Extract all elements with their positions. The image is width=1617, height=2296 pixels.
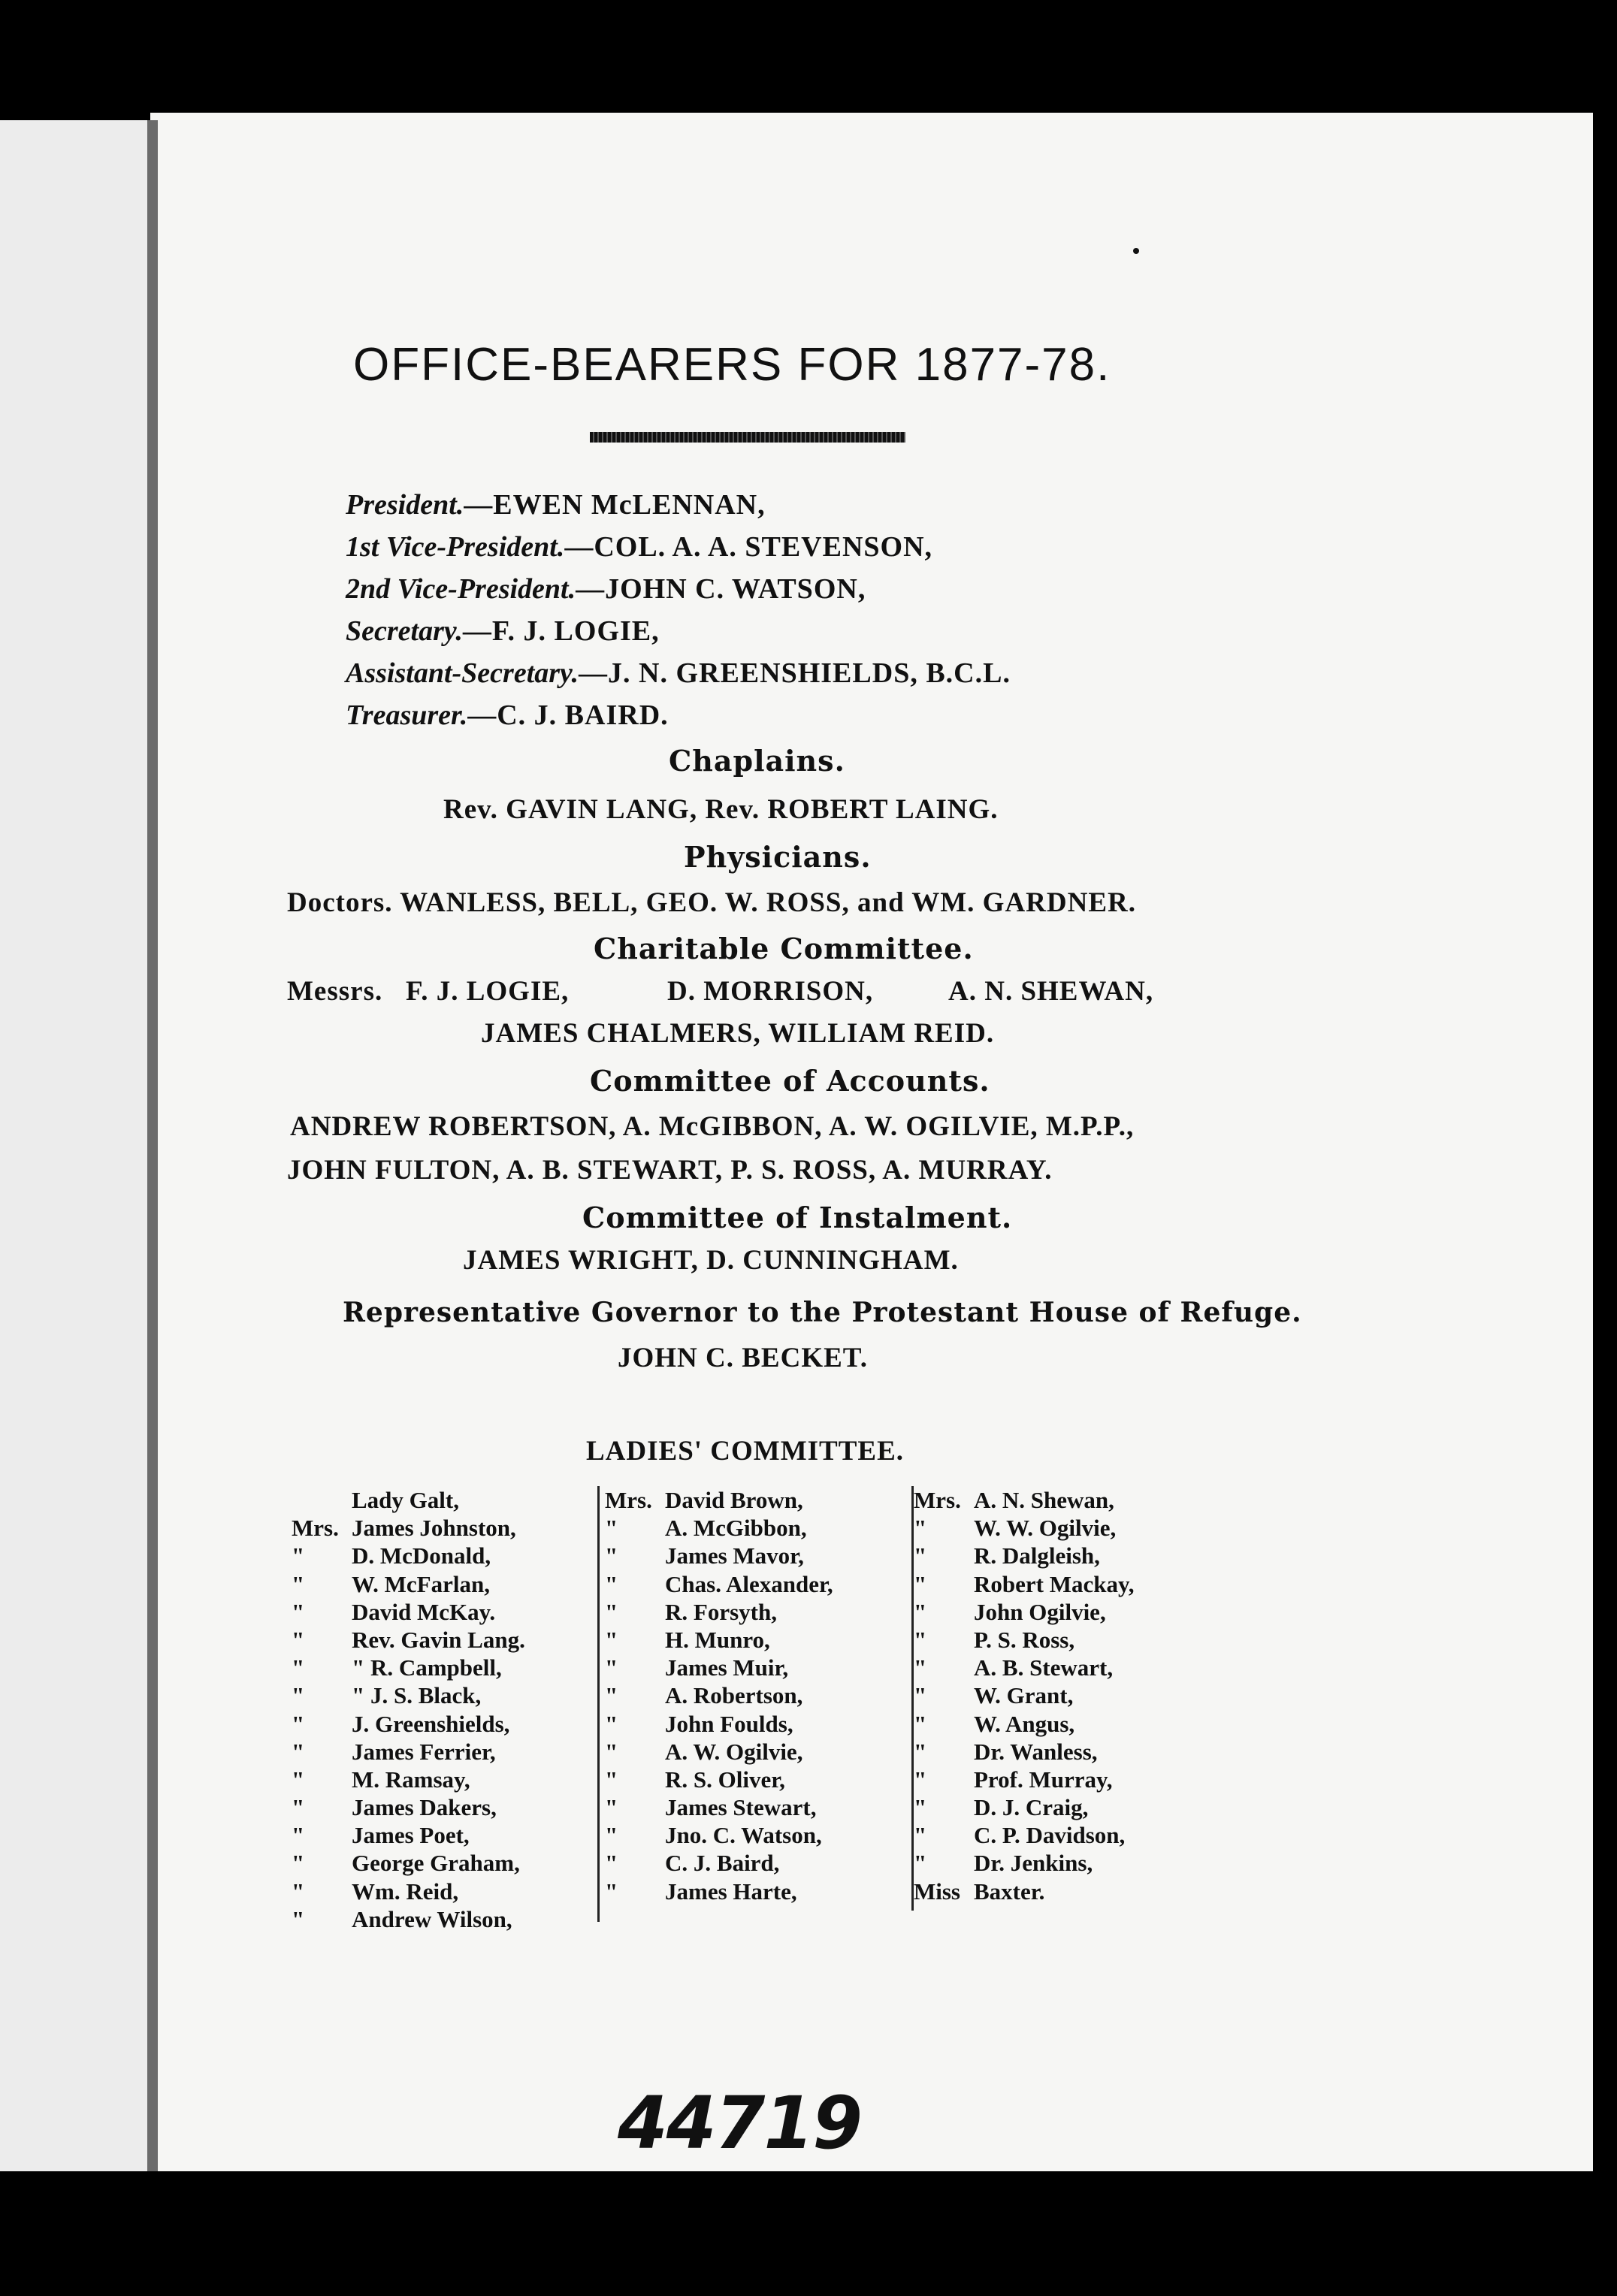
list-item: " R. Dalgleish, (914, 1542, 1100, 1569)
list-item: " A. W. Ogilvie, (605, 1738, 803, 1765)
list-item: " " R. Campbell, (292, 1654, 502, 1681)
physicians-line: Doctors. WANLESS, BELL, GEO. W. ROSS, and WM. GARDNER. (287, 887, 1136, 918)
charitable-name-3: A. N. SHEWAN, (948, 976, 1154, 1007)
list-item: " W. W. Ogilvie, (914, 1515, 1117, 1542)
instalment-line: JAMES WRIGHT, D. CUNNINGHAM. (463, 1245, 959, 1276)
list-item: " R. S. Oliver, (605, 1766, 785, 1793)
list-item: " M. Ramsay, (292, 1766, 470, 1793)
accounts-line-1: ANDREW ROBERTSON, A. McGIBBON, A. W. OGILVIE, M.P.P., (290, 1111, 1135, 1142)
list-item: " David McKay. (292, 1598, 496, 1625)
officer-secretary: Secretary.—F. J. LOGIE, (346, 615, 660, 647)
officer-second-vice-president: 2nd Vice-President.—JOHN C. WATSON, (346, 573, 866, 605)
physicians-heading: Physicians. (684, 840, 872, 874)
refuge-line: JOHN C. BECKET. (618, 1343, 868, 1373)
list-item: " " J. S. Black, (292, 1682, 482, 1709)
list-item: " Andrew Wilson, (292, 1905, 512, 1932)
charitable-line-2: JAMES CHALMERS, WILLIAM REID. (481, 1018, 995, 1049)
list-item: " Jno. C. Watson, (605, 1822, 822, 1849)
list-item: " Prof. Murray, (914, 1766, 1113, 1793)
list-item: " James Ferrier, (292, 1738, 496, 1765)
chaplains-line: Rev. GAVIN LANG, Rev. ROBERT LAING. (443, 794, 999, 825)
list-item: Miss Baxter. (914, 1878, 1045, 1905)
list-item: " C. P. Davidson, (914, 1822, 1126, 1849)
list-item: Mrs. David Brown, (605, 1487, 803, 1513)
officer-treasurer: Treasurer.—C. J. BAIRD. (346, 699, 669, 731)
list-item: " A. Robertson, (605, 1682, 803, 1709)
list-item: " James Mavor, (605, 1542, 804, 1569)
accounts-committee-heading: Committee of Accounts. (590, 1064, 990, 1098)
officer-assistant-secretary: Assistant-Secretary.—J. N. GREENSHIELDS, B.C.L. (346, 657, 1011, 689)
speck-mark (1133, 248, 1139, 254)
list-item: " James Stewart, (605, 1794, 817, 1821)
list-item: " James Poet, (292, 1822, 470, 1849)
list-item: " A. McGibbon, (605, 1515, 807, 1542)
instalment-committee-heading: Committee of Instalment. (582, 1201, 1013, 1234)
list-item: " Wm. Reid, (292, 1878, 459, 1905)
page-title: OFFICE-BEARERS FOR 1877-78. (353, 339, 1111, 391)
list-item: " James Harte, (605, 1878, 797, 1905)
ladies-column-2 (605, 1486, 905, 1905)
charitable-name-1: F. J. LOGIE, (406, 976, 570, 1007)
list-item: " D. J. Craig, (914, 1794, 1089, 1821)
list-item: " R. Forsyth, (605, 1598, 777, 1625)
accounts-line-2: JOHN FULTON, A. B. STEWART, P. S. ROSS, A. MURRAY. (287, 1155, 1053, 1186)
ladies-column-1 (292, 1486, 592, 1933)
list-item: " P. S. Ross, (914, 1626, 1075, 1653)
charitable-committee-heading: Charitable Committee. (594, 932, 974, 965)
list-item: " James Dakers, (292, 1794, 497, 1821)
list-item: " W. Angus, (914, 1710, 1075, 1737)
list-item: " George Graham, (292, 1850, 520, 1877)
list-item: " Dr. Jenkins, (914, 1850, 1093, 1877)
officer-first-vice-president: 1st Vice-President.—COL. A. A. STEVENSON, (346, 531, 933, 563)
list-item: " John Foulds, (605, 1710, 793, 1737)
list-item: " A. B. Stewart, (914, 1654, 1114, 1681)
charitable-messrs: Messrs. (287, 976, 383, 1007)
list-item: " J. Greenshields, (292, 1710, 510, 1737)
list-item: " C. J. Baird, (605, 1850, 780, 1877)
list-item: " James Muir, (605, 1654, 789, 1681)
page-spine (147, 120, 158, 2171)
list-item: Mrs. James Johnston, (292, 1515, 516, 1542)
column-divider (597, 1486, 600, 1922)
refuge-heading: Representative Governor to the Protestant House of Refuge. (343, 1297, 1302, 1328)
list-item: " Chas. Alexander, (605, 1570, 833, 1597)
officer-president: President.—EWEN McLENNAN, (346, 489, 766, 521)
list-item: " W. McFarlan, (292, 1570, 490, 1597)
list-item: " Rev. Gavin Lang. (292, 1626, 525, 1653)
list-item: Lady Galt, (352, 1487, 459, 1513)
list-item: " Dr. Wanless, (914, 1738, 1098, 1765)
ladies-column-3 (914, 1486, 1229, 1905)
list-item: Mrs. A. N. Shewan, (914, 1487, 1114, 1513)
list-item: " W. Grant, (914, 1682, 1074, 1709)
list-item: " D. McDonald, (292, 1542, 491, 1569)
facing-page-margin (0, 120, 153, 2171)
ladies-committee-heading: LADIES' COMMITTEE. (586, 1436, 905, 1467)
list-item: " John Ogilvie, (914, 1598, 1106, 1625)
handwritten-number: 44719 (618, 2081, 861, 2165)
chaplains-heading: Chaplains. (669, 744, 845, 778)
charitable-name-2: D. MORRISON, (667, 976, 874, 1007)
list-item: " H. Munro, (605, 1626, 770, 1653)
list-item: " Robert Mackay, (914, 1570, 1135, 1597)
decorative-rule (590, 432, 905, 443)
